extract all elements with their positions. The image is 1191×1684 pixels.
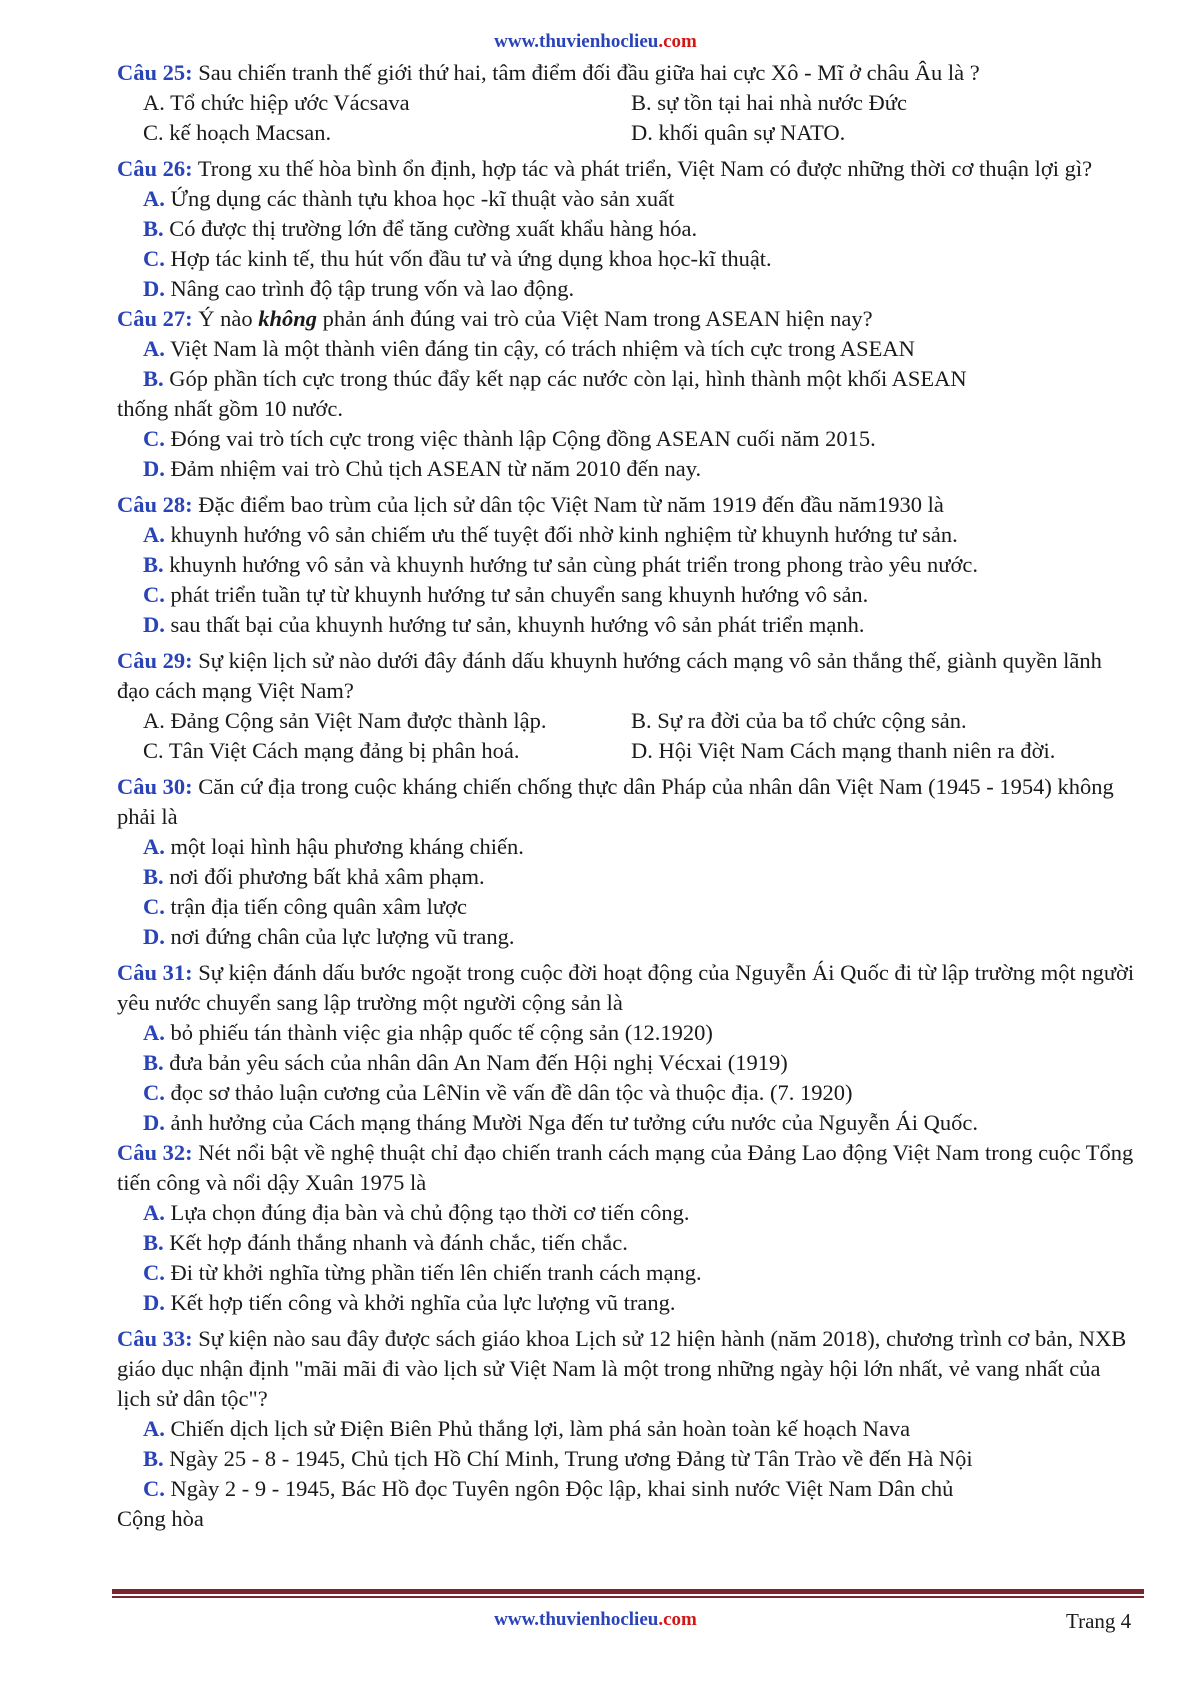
- question-text: Đặc điểm bao trùm của lịch sử dân tộc Việt Nam từ năm 1919 đến đầu năm1930 là: [192, 492, 944, 517]
- option-a: A. Việt Nam là một thành viên đáng tin cậy, có trách nhiệm và tích cực trong ASEAN: [143, 336, 915, 361]
- question-text: Sau chiến tranh thế giới thứ hai, tâm điểm đối đầu giữa hai cực Xô - Mĩ ở châu Âu là ?: [192, 60, 980, 85]
- options-row: [117, 88, 1137, 118]
- option-d: D. nơi đứng chân của lực lượng vũ trang.: [143, 924, 515, 949]
- question-text: Sự kiện nào sau đây được sách giáo khoa Lịch sử 12 hiện hành (năm 2018), chương trình cơ bản, NXB giáo dục nhận định "mãi mãi đi vào lịch sử Việt Nam là một trong những ngày hội lớn nhất, vẻ vang nhất của lịch sử dân tộc"?: [117, 1326, 1127, 1411]
- option-c-continuation: Cộng hòa: [117, 1506, 204, 1531]
- keyword-emphasis: không: [258, 306, 318, 331]
- question-26: [117, 154, 1137, 184]
- option-a: A. Lựa chọn đúng địa bàn và chủ động tạo thời cơ tiến công.: [143, 1200, 690, 1225]
- option-a: A. Đảng Cộng sản Việt Nam được thành lập.: [143, 708, 547, 733]
- option-b: B. đưa bản yêu sách của nhân dân An Nam đến Hội nghị Vécxai (1919): [143, 1050, 788, 1075]
- option-c: C. phát triển tuần tự từ khuynh hướng tư sản chuyển sang khuynh hướng vô sản.: [143, 582, 869, 607]
- option-c: C. Ngày 2 - 9 - 1945, Bác Hồ đọc Tuyên ngôn Độc lập, khai sinh nước Việt Nam Dân chủ: [143, 1476, 954, 1501]
- question-text: Sự kiện đánh dấu bước ngoặt trong cuộc đời hoạt động của Nguyễn Ái Quốc đi từ lập trường một người yêu nước chuyển sang lập trường một người cộng sản là: [117, 960, 1135, 1015]
- option-c: C. Hợp tác kinh tế, thu hút vốn đầu tư và ứng dụng khoa học-kĩ thuật.: [143, 246, 772, 271]
- option-c: C. Đóng vai trò tích cực trong việc thành lập Cộng đồng ASEAN cuối năm 2015.: [143, 426, 876, 451]
- question-number: Câu 33:: [117, 1326, 193, 1351]
- question-number: Câu 26:: [117, 156, 193, 181]
- question-27: Câu 27: Ý nào không phản ánh đúng vai trò của Việt Nam trong ASEAN hiện nay?: [117, 306, 873, 331]
- question-number: Câu 32:: [117, 1140, 193, 1165]
- question-text: Nét nổi bật về nghệ thuật chỉ đạo chiến tranh cách mạng của Đảng Lao động Việt Nam trong cuộc Tổng tiến công và nổi dậy Xuân 1975 là: [117, 1140, 1134, 1195]
- option-a: A. Tổ chức hiệp ước Vácsava: [143, 90, 410, 115]
- option-d: D. Đảm nhiệm vai trò Chủ tịch ASEAN từ năm 2010 đến nay.: [143, 456, 702, 481]
- question-25: [117, 58, 1137, 88]
- option-a: A. Chiến dịch lịch sử Điện Biên Phủ thắng lợi, làm phá sản hoàn toàn kế hoạch Nava: [143, 1416, 911, 1441]
- option-b: B. Sự ra đời của ba tổ chức cộng sản.: [631, 708, 967, 733]
- question-number: Câu 29:: [117, 648, 193, 673]
- question-31: [117, 958, 1137, 1018]
- option-a: A. một loại hình hậu phương kháng chiến.: [143, 834, 524, 859]
- option-d: D. khối quân sự NATO.: [631, 120, 846, 145]
- options-row: [117, 706, 1137, 736]
- option-b: B. Ngày 25 - 8 - 1945, Chủ tịch Hồ Chí Minh, Trung ương Đảng từ Tân Trào về đến Hà Nội: [143, 1446, 973, 1471]
- question-32: [117, 1138, 1137, 1198]
- page-number: Trang 4: [1066, 1609, 1132, 1633]
- option-d: D. Kết hợp tiến công và khởi nghĩa của lực lượng vũ trang.: [143, 1290, 676, 1315]
- option-c: C. trận địa tiến công quân xâm lược: [143, 894, 467, 919]
- option-b-continuation: thống nhất gồm 10 nước.: [117, 396, 343, 421]
- question-number: Câu 28:: [117, 492, 193, 517]
- question-text: Sự kiện lịch sử nào dưới đây đánh dấu khuynh hướng cách mạng vô sản thắng thế, giành quyền lãnh đạo cách mạng Việt Nam?: [117, 648, 1102, 703]
- option-c: C. kế hoạch Macsan.: [143, 120, 332, 145]
- question-number: Câu 27:: [117, 306, 193, 331]
- question-30: [117, 772, 1137, 832]
- question-28: [117, 490, 1137, 520]
- question-33: [117, 1324, 1137, 1414]
- question-text: Căn cứ địa trong cuộc kháng chiến chống thực dân Pháp của nhân dân Việt Nam (1945 - 1954) không phải là: [117, 774, 1114, 829]
- option-b: B. nơi đối phương bất khả xâm phạm.: [143, 864, 485, 889]
- option-a: A. Ứng dụng các thành tựu khoa học -kĩ thuật vào sản xuất: [143, 186, 675, 211]
- option-c: C. Tân Việt Cách mạng đảng bị phân hoá.: [143, 738, 520, 763]
- question-number: Câu 30:: [117, 774, 193, 799]
- option-a: A. bỏ phiếu tán thành việc gia nhập quốc tế cộng sản (12.1920): [143, 1020, 713, 1045]
- header-site-tld: .com: [658, 31, 697, 52]
- footer-site-name: www.thuvienhoclieu: [494, 1609, 659, 1630]
- option-d: D. ảnh hưởng của Cách mạng tháng Mười Nga đến tư tưởng cứu nước của Nguyễn Ái Quốc.: [143, 1110, 978, 1135]
- question-number: Câu 31:: [117, 960, 193, 985]
- option-a: A. khuynh hướng vô sản chiếm ưu thế tuyệt đối nhờ kinh nghiệm từ khuynh hướng tư sản.: [143, 522, 958, 547]
- question-29: [117, 646, 1137, 706]
- option-d: D. Hội Việt Nam Cách mạng thanh niên ra đời.: [631, 738, 1056, 763]
- question-text: Trong xu thế hòa bình ổn định, hợp tác và phát triển, Việt Nam có được những thời cơ thuận lợi gì?: [192, 156, 1093, 181]
- header-site-name: www.thuvienhoclieu: [494, 31, 659, 52]
- options-row: [117, 118, 1137, 148]
- header-site-link[interactable]: [0, 31, 1191, 53]
- question-number: Câu 25:: [117, 60, 193, 85]
- option-d: D. sau thất bại của khuynh hướng tư sản, khuynh hướng vô sản phát triển mạnh.: [143, 612, 865, 637]
- option-b: B. khuynh hướng vô sản và khuynh hướng tư sản cùng phát triển trong phong trào yêu nước.: [143, 552, 978, 577]
- option-c: C. đọc sơ thảo luận cương của LêNin về vấn đề dân tộc và thuộc địa. (7. 1920): [143, 1080, 853, 1105]
- footer-site-link[interactable]: [0, 1609, 1191, 1631]
- footer-site-tld: .com: [658, 1609, 697, 1630]
- option-b: B. Kết hợp đánh thắng nhanh và đánh chắc, tiến chắc.: [143, 1230, 628, 1255]
- option-b: B. Có được thị trường lớn để tăng cường xuất khẩu hàng hóa.: [143, 216, 698, 241]
- footer-divider: [112, 1589, 1144, 1598]
- option-c: C. Đi từ khởi nghĩa từng phần tiến lên chiến tranh cách mạng.: [143, 1260, 702, 1285]
- question-list: [117, 58, 1137, 1534]
- option-d: D. Nâng cao trình độ tập trung vốn và lao động.: [143, 276, 575, 301]
- option-b: B. Góp phần tích cực trong thúc đẩy kết nạp các nước còn lại, hình thành một khối ASEAN: [143, 366, 967, 391]
- option-b: B. sự tồn tại hai nhà nước Đức: [631, 90, 907, 115]
- options-row: [117, 736, 1137, 766]
